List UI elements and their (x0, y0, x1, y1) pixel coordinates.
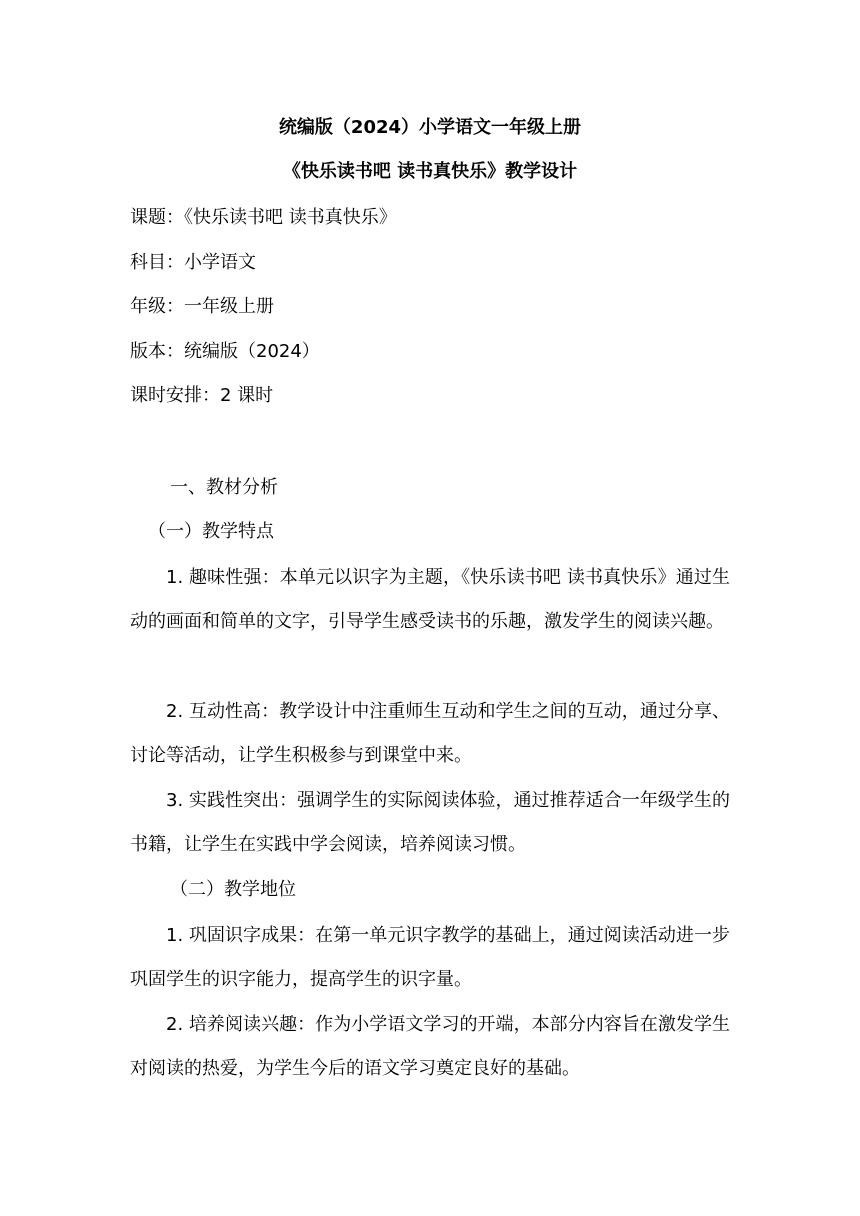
paragraph-position-reading: 2. 培养阅读兴趣：作为小学语文学习的开端，本部分内容旨在激发学生对阅读的热爱，为学生今后的语文学习奠定良好的基础。 (130, 1014, 730, 1079)
paragraph-feature-interaction: 2. 互动性高：教学设计中注重师生互动和学生之间的互动，通过分享、讨论等活动，让学生积极参与到课堂中来。 (130, 701, 730, 766)
document-title-line2: 《快乐读书吧 读书真快乐》教学设计 (282, 161, 578, 182)
paragraph-position-literacy: 1. 巩固识字成果：在第一单元识字教学的基础上，通过阅读活动进一步巩固学生的识字能力，提高学生的识字量。 (130, 925, 730, 990)
subsection-heading-features: （一）教学特点 (148, 521, 274, 542)
subject-field: 科目：小学语文 (130, 252, 256, 273)
edition-field: 版本：统编版（2024） (130, 341, 320, 362)
schedule-field: 课时安排：2 课时 (130, 385, 274, 406)
lesson-topic: 课题：《快乐读书吧 读书真快乐》 (130, 207, 397, 228)
paragraph-feature-interest: 1. 趣味性强：本单元以识字为主题，《快乐读书吧 读书真快乐》通过生动的画面和简单的文字，引导学生感受读书的乐趣，激发学生的阅读兴趣。 (130, 567, 730, 632)
grade-field: 年级：一年级上册 (130, 296, 274, 317)
section-heading-analysis: 一、教材分析 (170, 477, 278, 498)
document-title-line1: 统编版（2024）小学语文一年级上册 (278, 117, 582, 138)
subsection-heading-position: （二）教学地位 (170, 879, 296, 900)
paragraph-feature-practice: 3. 实践性突出：强调学生的实际阅读体验，通过推荐适合一年级学生的书籍，让学生在实践中学会阅读，培养阅读习惯。 (130, 790, 730, 855)
